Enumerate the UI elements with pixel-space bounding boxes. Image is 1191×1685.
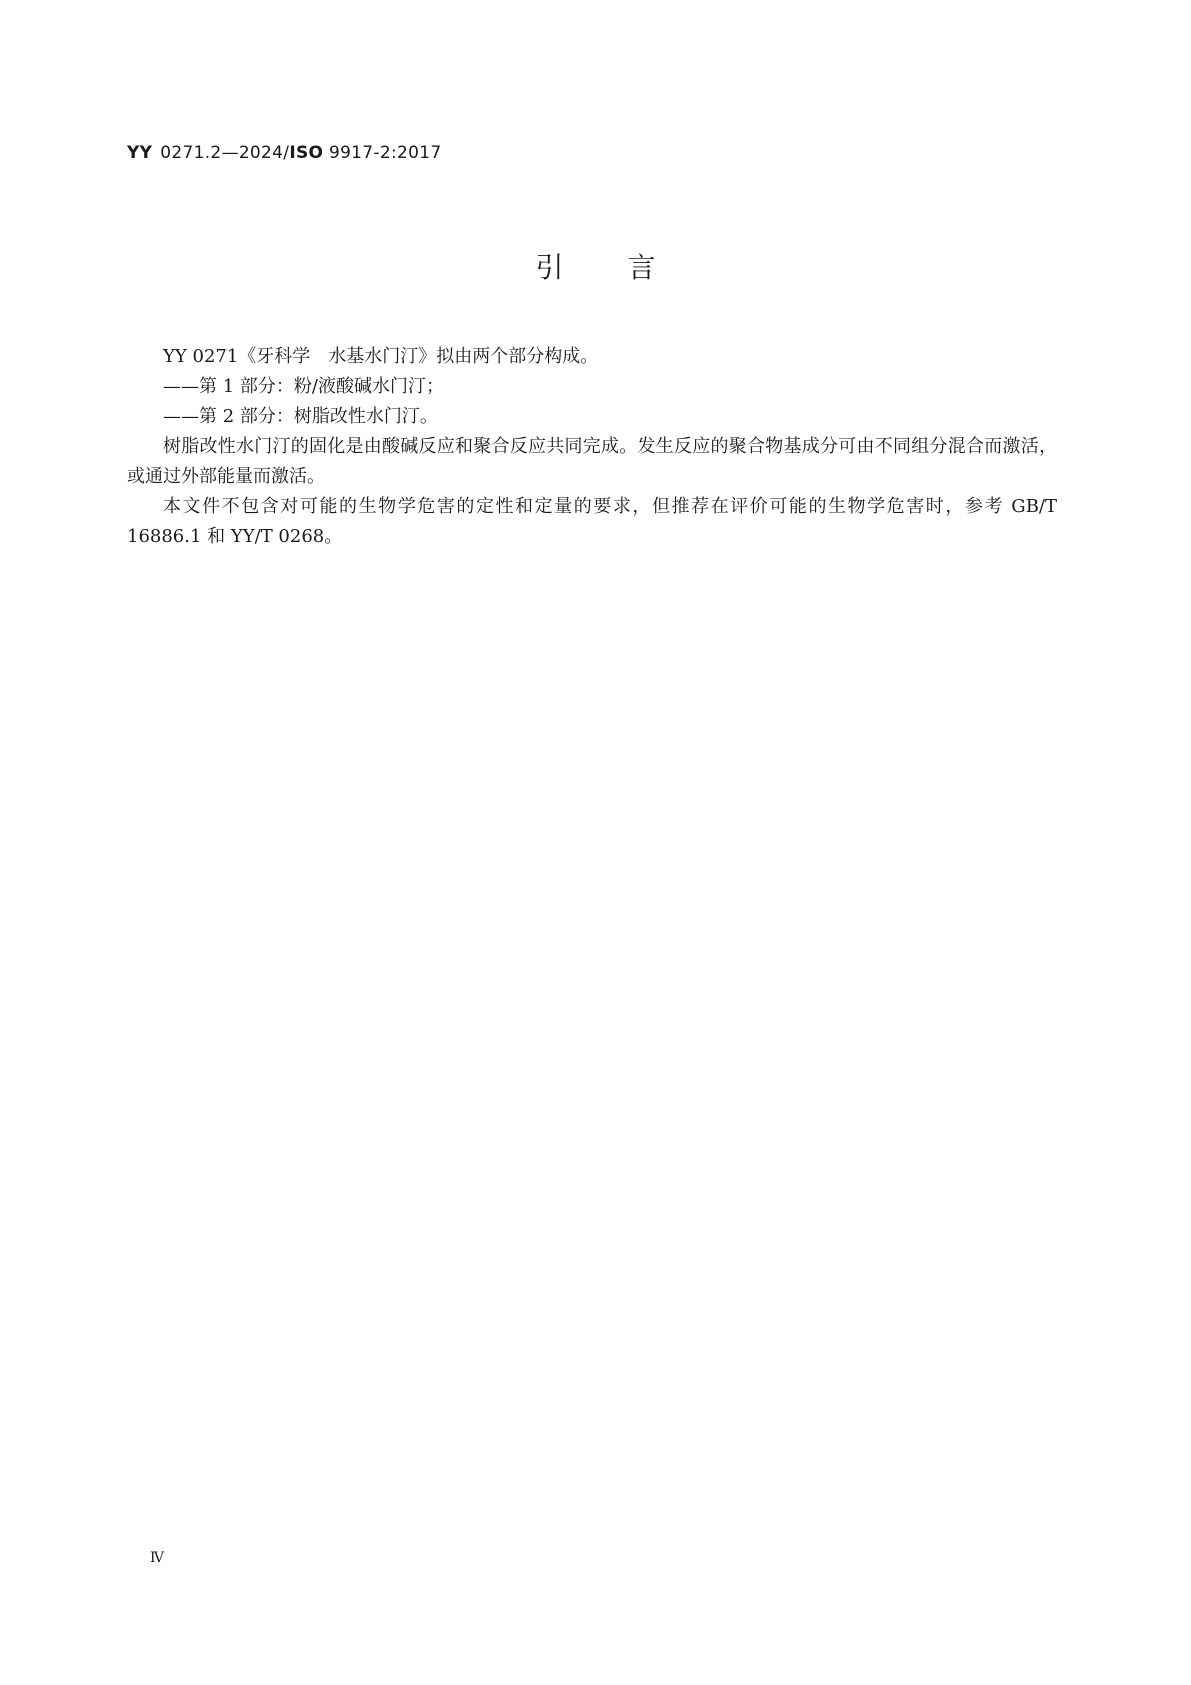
paragraph-part-2: ——第 2 部分：树脂改性水门汀。 — [163, 406, 438, 427]
body-text — [127, 342, 1057, 552]
document-code-number: 0271.2—2024/ — [160, 143, 290, 163]
paragraph-intro: YY 0271《牙科学 水基水门汀》拟由两个部分构成。 — [163, 346, 599, 367]
paragraph-biological: 本文件不包含对可能的生物学危害的定性和定量的要求，但推荐在评价可能的生物学危害时，参考 GB/T 16886.1 和 YY/T 0268。 — [127, 496, 1057, 547]
document-code-prefix: YY — [127, 143, 153, 163]
page-number: Ⅳ — [150, 1550, 164, 1566]
document-code-iso: ISO — [289, 143, 324, 163]
document-code — [127, 143, 441, 163]
paragraph-curing: 树脂改性水门汀的固化是由酸碱反应和聚合反应共同完成。发生反应的聚合物基成分可由不同组分混合而激活，或通过外部能量而激活。 — [127, 436, 1057, 487]
paragraph-part-1: ——第 1 部分：粉/液酸碱水门汀； — [163, 376, 444, 397]
document-code-iso-number: 9917-2:2017 — [328, 143, 442, 163]
page-title: 引言 — [535, 251, 720, 284]
